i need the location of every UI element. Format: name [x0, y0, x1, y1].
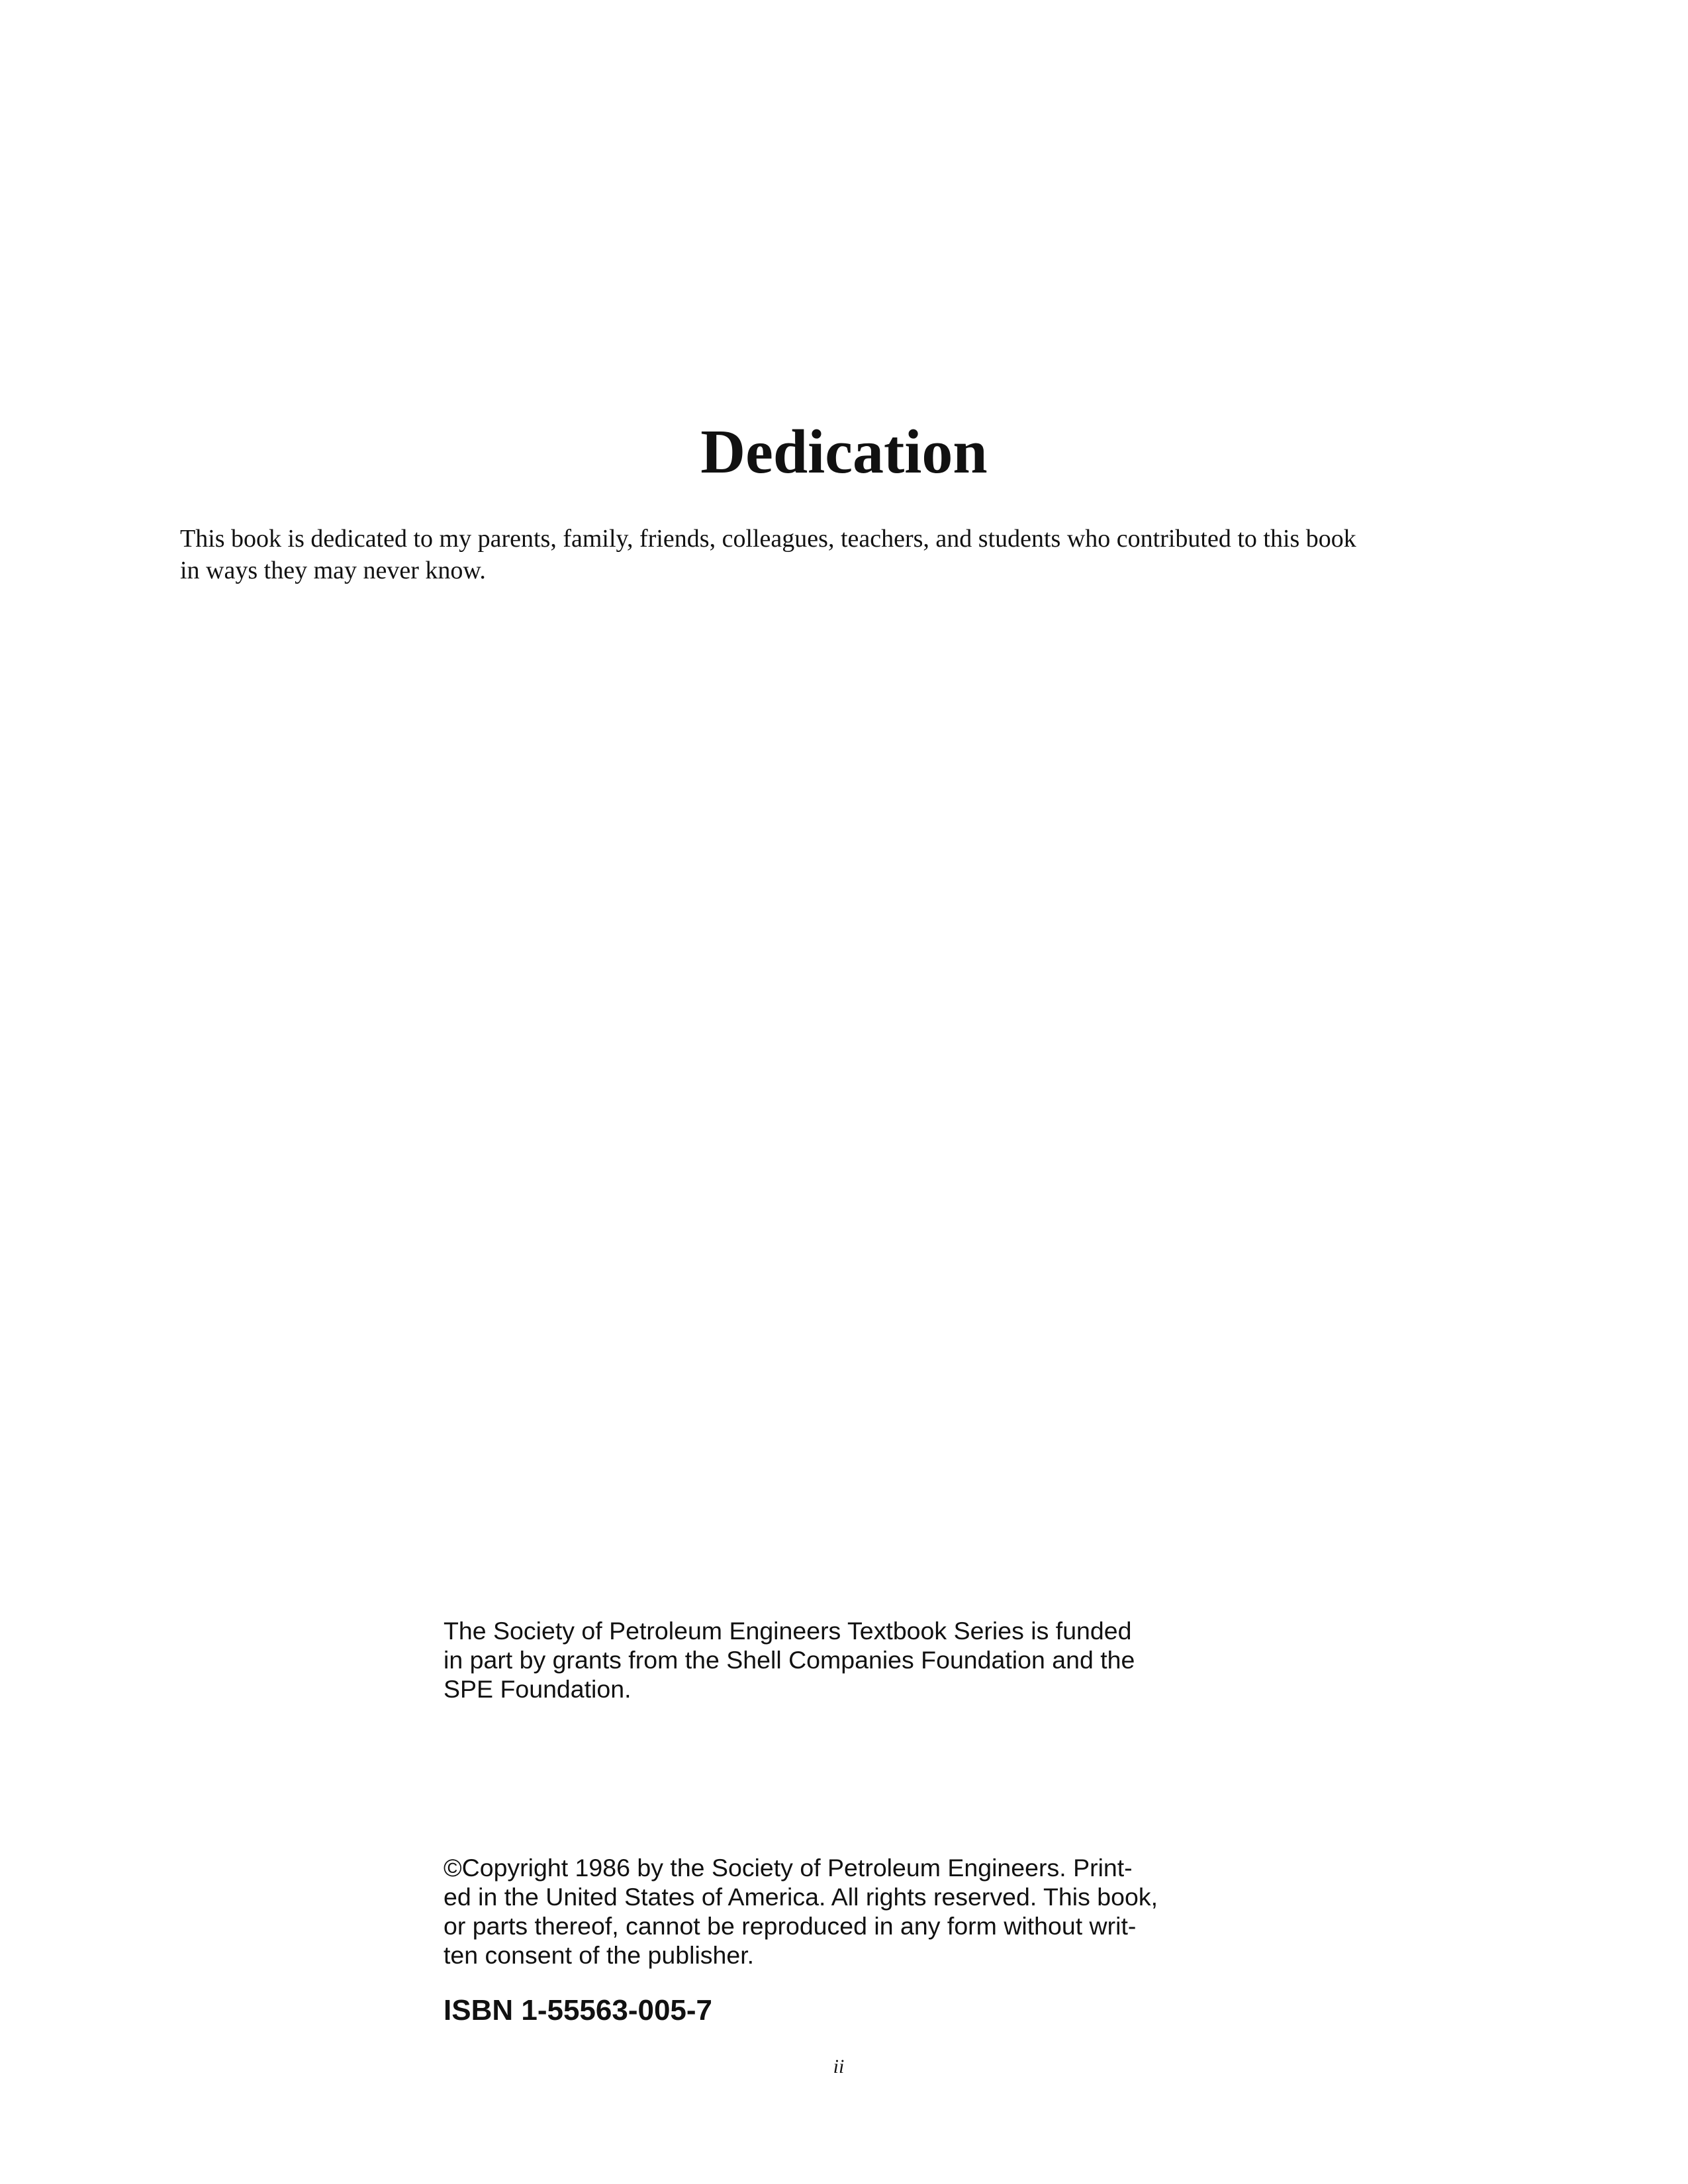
copyright-line: ©Copyright 1986 by the Society of Petroleum Engineers. Print-: [444, 1854, 1133, 1882]
dedication-line: in ways they may never know.: [180, 557, 486, 584]
funding-line: SPE Foundation.: [444, 1675, 632, 1703]
isbn-number: ISBN 1-55563-005-7: [444, 1994, 713, 2026]
copyright-line: ed in the United States of America. All rights reserved. This book,: [444, 1883, 1158, 1911]
dedication-paragraph: [180, 523, 1504, 586]
dedication-line: This book is dedicated to my parents, family, friends, colleagues, teachers, and students who contributed to this book: [180, 525, 1356, 553]
funding-line: The Society of Petroleum Engineers Textbook Series is funded: [444, 1617, 1132, 1645]
copyright-notice: [444, 1853, 1251, 1970]
page-number: ii: [833, 2056, 845, 2077]
funding-note: [444, 1616, 1251, 1704]
funding-line: in part by grants from the Shell Companies Foundation and the: [444, 1646, 1135, 1674]
page-title: Dedication: [700, 418, 988, 486]
copyright-line: ten consent of the publisher.: [444, 1941, 755, 1969]
copyright-line: or parts thereof, cannot be reproduced in any form without writ-: [444, 1912, 1137, 1940]
